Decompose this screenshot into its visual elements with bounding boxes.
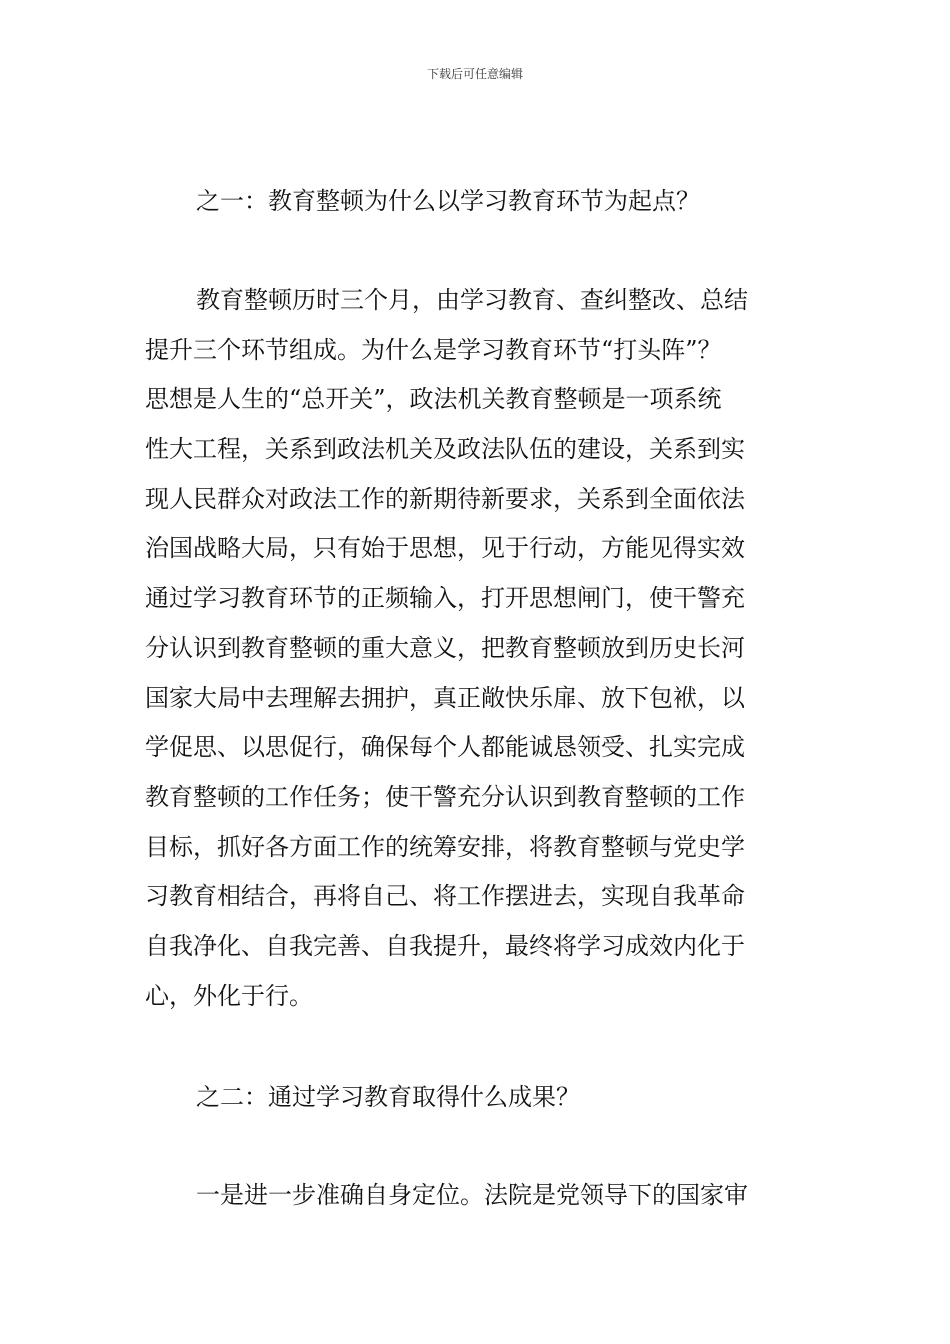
paragraph-line: 性大工程，关系到政法机关及政法队伍的建设，关系到实 [145,435,745,463]
paragraph-line: 现人民群众对政法工作的新期待新要求，关系到全面依法 [145,485,745,513]
paragraph-line: 思想是人生的“总开关”，政法机关教育整顿是一项系统 [145,385,722,413]
paragraph-line: 一是进一步准确自身定位。法院是党领导下的国家审 [196,1181,748,1209]
section-2-heading: 之二：通过学习教育取得什么成果？ [196,1083,580,1111]
section-1-heading: 之一：教育整顿为什么以学习教育环节为起点？ [196,187,700,215]
paragraph-line: 自我净化、自我完善、自我提升，最终将学习成效内化于 [145,932,745,960]
paragraph-line: 分认识到教育整顿的重大意义，把教育整顿放到历史长河 [145,634,745,662]
page-header-note: 下载后可任意编辑 [426,67,523,81]
paragraph-line: 学促思、以思促行，确保每个人都能诚恳领受、扎实完成 [145,733,745,761]
paragraph-line: 国家大局中去理解去拥护，真正敞快乐扉、放下包袱，以 [145,684,745,712]
paragraph-line: 治国战略大局，只有始于思想，见于行动，方能见得实效 [145,534,745,562]
paragraph-line: 心，外化于行。 [145,982,313,1010]
paragraph-line: 提升三个环节组成。为什么是学习教育环节“打头阵”？ [145,336,722,364]
paragraph-line: 目标，抓好各方面工作的统筹安排，将教育整顿与党史学 [145,833,745,861]
paragraph-line: 教育整顿的工作任务；使干警充分认识到教育整顿的工作 [145,783,745,811]
paragraph-line: 教育整顿历时三个月，由学习教育、查纠整改、总结 [196,286,748,314]
paragraph-line: 通过学习教育环节的正频输入，打开思想闸门，使干警充 [145,584,745,612]
paragraph-line: 习教育相结合，再将自己、将工作摆进去，实现自我革命 [145,882,745,910]
